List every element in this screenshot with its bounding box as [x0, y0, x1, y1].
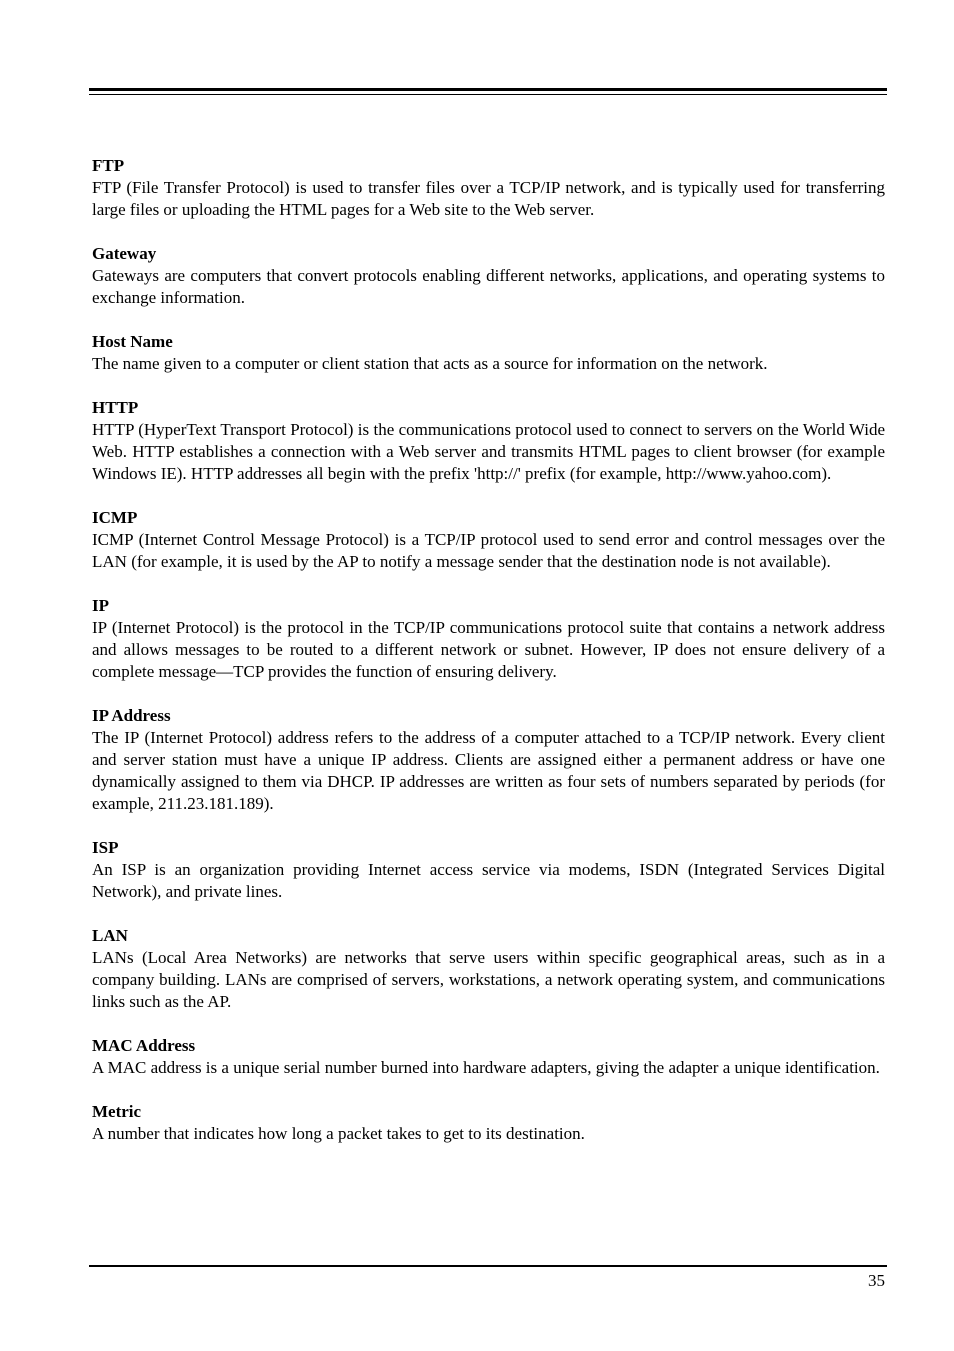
term-definition: Gateways are computers that convert protocols enabling different networks, applications, and operating systems to exchange information. [92, 266, 885, 307]
glossary-entry-ip [92, 595, 885, 683]
term-heading: LAN [92, 926, 128, 945]
term-definition: FTP (File Transfer Protocol) is used to transfer files over a TCP/IP network, and is typically used for transferring large files or uploading the HTML pages for a Web site to the Web server. [92, 178, 885, 219]
glossary-entry-metric [92, 1101, 885, 1145]
term-heading: HTTP [92, 398, 139, 417]
footer-rule [89, 1265, 887, 1267]
glossary-content [92, 155, 885, 1167]
term-definition: HTTP (HyperText Transport Protocol) is the communications protocol used to connect to servers on the World Wide Web. HTTP establishes a connection with a Web server and transmits HTML pages to client browser (for example Windows IE). HTTP addresses all begin with the prefix 'http://' prefix (for example, http://www.yahoo.com). [92, 420, 885, 483]
term-definition: A MAC address is a unique serial number burned into hardware adapters, giving the adapter a unique identification. [92, 1058, 880, 1077]
glossary-entry-lan [92, 925, 885, 1013]
term-definition: An ISP is an organization providing Internet access service via modems, ISDN (Integrated Services Digital Network), and private lines. [92, 860, 885, 901]
glossary-entry-icmp [92, 507, 885, 573]
term-definition: The name given to a computer or client station that acts as a source for information on the network. [92, 354, 768, 373]
term-heading: IP Address [92, 706, 171, 725]
header-rule [89, 88, 887, 95]
term-heading: Gateway [92, 244, 157, 263]
term-heading: ISP [92, 838, 119, 857]
glossary-entry-ftp [92, 155, 885, 221]
term-heading: MAC Address [92, 1036, 196, 1055]
glossary-entry-gateway [92, 243, 885, 309]
term-definition: LANs (Local Area Networks) are networks that serve users within specific geographical areas, such as in a company building. LANs are comprised of servers, workstations, a network operating system, and communications links such as the AP. [92, 948, 885, 1011]
term-definition: The IP (Internet Protocol) address refers to the address of a computer attached to a TCP/IP network. Every client and server station must have a unique IP address. Clients are assigned either a permanent address or have one dynamically assigned to them via DHCP. IP addresses are written as four sets of numbers separated by periods (for example, 211.23.181.189). [92, 728, 885, 813]
term-heading: ICMP [92, 508, 138, 527]
glossary-entry-mac-address [92, 1035, 885, 1079]
term-definition: ICMP (Internet Control Message Protocol) is a TCP/IP protocol used to send error and control messages over the LAN (for example, it is used by the AP to notify a message sender that the destination node is not available). [92, 530, 885, 571]
glossary-entry-host-name [92, 331, 885, 375]
glossary-entry-isp [92, 837, 885, 903]
glossary-entry-http [92, 397, 885, 485]
term-heading: FTP [92, 156, 125, 175]
glossary-entry-ip-address [92, 705, 885, 815]
page-number: 35 [868, 1271, 885, 1290]
term-definition: A number that indicates how long a packet takes to get to its destination. [92, 1124, 585, 1143]
term-heading: IP [92, 596, 109, 615]
term-heading: Metric [92, 1102, 142, 1121]
term-definition: IP (Internet Protocol) is the protocol in the TCP/IP communications protocol suite that contains a network address and allows messages to be routed to a different network or subnet. However, IP does not ensure delivery of a complete message—TCP provides the function of ensuring delivery. [92, 618, 885, 681]
term-heading: Host Name [92, 332, 173, 351]
